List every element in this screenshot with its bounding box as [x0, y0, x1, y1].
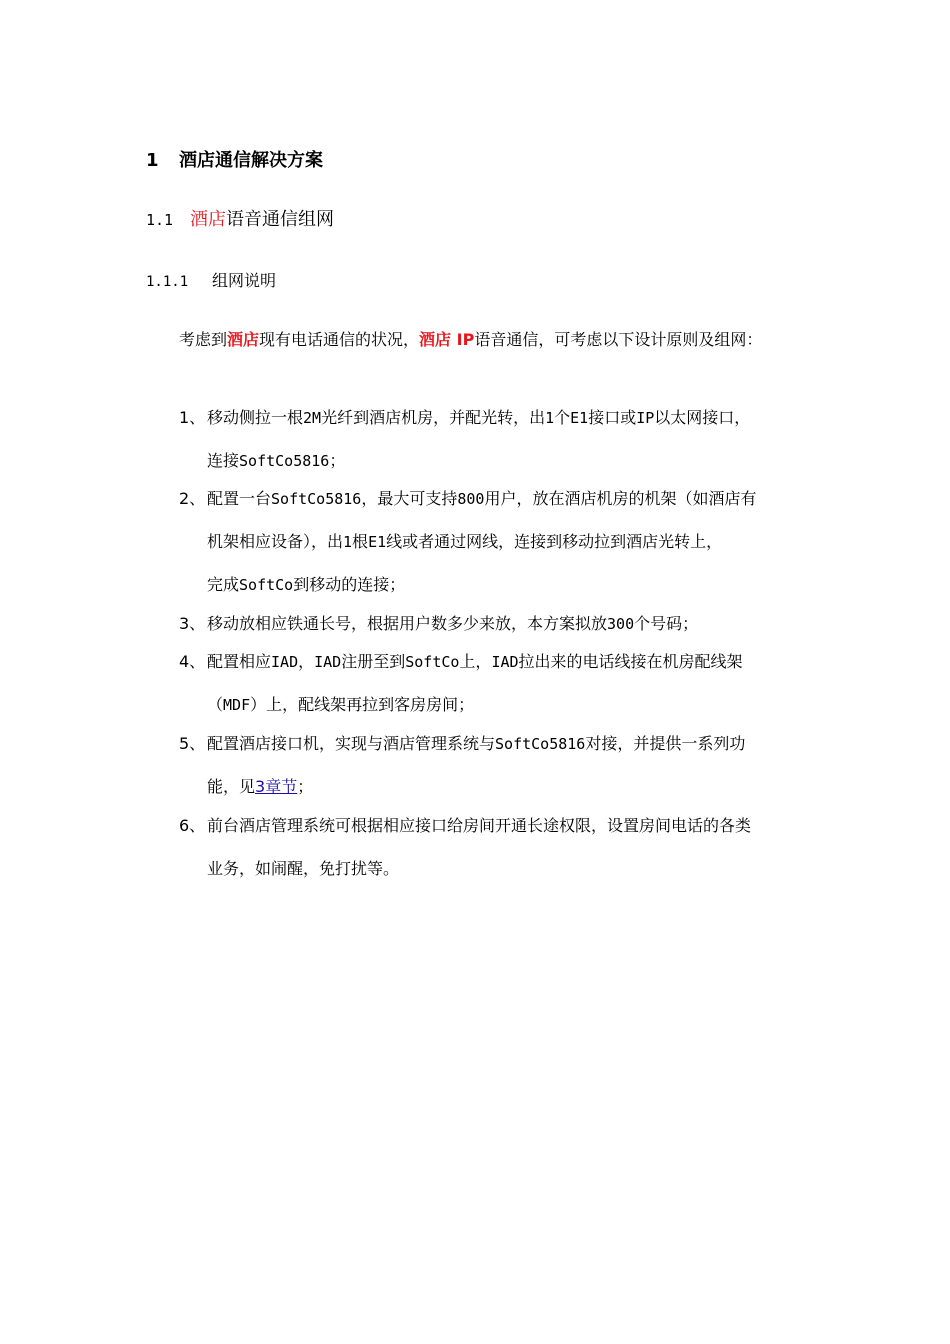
chapter-3-link[interactable]: 3章节 [255, 777, 298, 796]
list-item-text: 机架相应设备），出 [207, 532, 344, 551]
intro-text: 现有电话通信的状况， [259, 330, 420, 349]
list-item-text: 移动侧拉一根 [207, 408, 304, 427]
list-item-1-line-2 [207, 450, 345, 472]
list-item-text: 300 [607, 615, 635, 633]
list-item-text: 移动放相应铁通长号，根据用户数多少来放，本方案拟放 [207, 614, 608, 633]
list-item-text: 对接，并提供一系列功 [585, 734, 746, 753]
list-item-text: 根 [352, 532, 369, 551]
list-item-text: ）上，配线架再拉到客房房间； [250, 695, 475, 714]
list-item-4-line-2 [207, 694, 474, 716]
intro-paragraph [179, 329, 762, 351]
heading-1-number: 1 [146, 150, 159, 171]
list-item-text: MDF [223, 696, 251, 714]
heading-2-number: 1.1 [146, 211, 174, 229]
list-item-2-line-3 [207, 574, 405, 596]
list-item-text: 完成 [207, 575, 240, 594]
list-item-number: 5、 [179, 734, 206, 753]
list-item-number: 6、 [179, 816, 206, 835]
list-item-text: 上， [459, 652, 492, 671]
list-item-text: ； [329, 451, 346, 470]
list-item-text: E1 [570, 409, 589, 427]
list-item-6 [179, 815, 751, 837]
list-item-6-line-2 [207, 858, 399, 880]
list-item-5 [179, 733, 745, 755]
list-item-number: 2、 [179, 489, 206, 508]
list-item-2-line-2 [207, 531, 722, 553]
heading-1-title: 酒店通信解决方案 [179, 150, 323, 171]
list-item-text: 线或者通过网线，连接到移动拉到酒店光转上， [386, 532, 723, 551]
list-item-text: 能，见 [207, 777, 256, 796]
list-item-2 [179, 488, 756, 510]
heading-3-number: 1.1.1 [146, 274, 189, 290]
list-item-text: 个号码； [634, 614, 699, 633]
list-item-text: 连接 [207, 451, 240, 470]
intro-highlight: 酒店 IP [419, 330, 475, 349]
list-item-text: 配置酒店接口机，实现与酒店管理系统与 [207, 734, 496, 753]
list-item-text: ，最大可支持 [361, 489, 458, 508]
list-item-text: 拉出来的电话线接在机房配线架 [518, 652, 743, 671]
heading-2 [146, 208, 334, 232]
list-item-text: E1 [368, 533, 387, 551]
heading-3 [146, 270, 276, 293]
list-item-text: 用户，放在酒店机房的机架（如酒店有 [484, 489, 757, 508]
list-item-text: SoftCo [405, 653, 460, 671]
list-item-text: 1 [343, 533, 353, 551]
intro-text: 语音通信，可考虑以下设计原则及组网： [474, 330, 763, 349]
list-item-text: ； [297, 777, 314, 796]
heading-2-title: 语音通信组网 [226, 209, 334, 230]
list-item-text: 配置一台 [207, 489, 272, 508]
list-item-text: 接口或 [588, 408, 637, 427]
list-item-text: IAD [314, 653, 342, 671]
list-item-text: SoftCo5816 [271, 490, 362, 508]
list-item-text: ， [298, 652, 315, 671]
list-item-number: 4、 [179, 652, 206, 671]
list-item-text: SoftCo5816 [239, 452, 330, 470]
list-item-text: 光纤到酒店机房，并配光转，出 [321, 408, 546, 427]
list-item-3 [179, 613, 698, 635]
list-item-text: 前台酒店管理系统可根据相应接口给房间开通长途权限，设置房间电话的各类 [207, 816, 752, 835]
list-item-text: （ [207, 695, 224, 714]
list-item-text: 到移动的连接； [293, 575, 406, 594]
list-item-text: SoftCo5816 [495, 735, 586, 753]
list-item-number: 1、 [179, 408, 206, 427]
heading-2-title-highlight: 酒店 [190, 209, 226, 230]
list-item-text: IAD [271, 653, 299, 671]
list-item-text: 2M [303, 409, 322, 427]
list-item-text: IAD [491, 653, 519, 671]
heading-3-title: 组网说明 [212, 271, 277, 290]
list-item-text: 业务，如闹醒，免打扰等。 [207, 859, 400, 878]
list-item-text: 配置相应 [207, 652, 272, 671]
list-item-text: IP [636, 409, 655, 427]
list-item-text: 个 [554, 408, 571, 427]
list-item-text: 注册至到 [341, 652, 406, 671]
list-item-text: 1 [545, 409, 555, 427]
intro-text: 考虑到 [179, 330, 228, 349]
list-item-text: 以太网接口， [654, 408, 751, 427]
intro-highlight: 酒店 [227, 330, 260, 349]
list-item-text: 800 [457, 490, 485, 508]
list-item-number: 3、 [179, 614, 206, 633]
list-item-5-line-2 [207, 776, 313, 798]
heading-1 [146, 149, 323, 173]
list-item-4 [179, 651, 743, 673]
list-item-1 [179, 407, 750, 429]
list-item-text: SoftCo [239, 576, 294, 594]
